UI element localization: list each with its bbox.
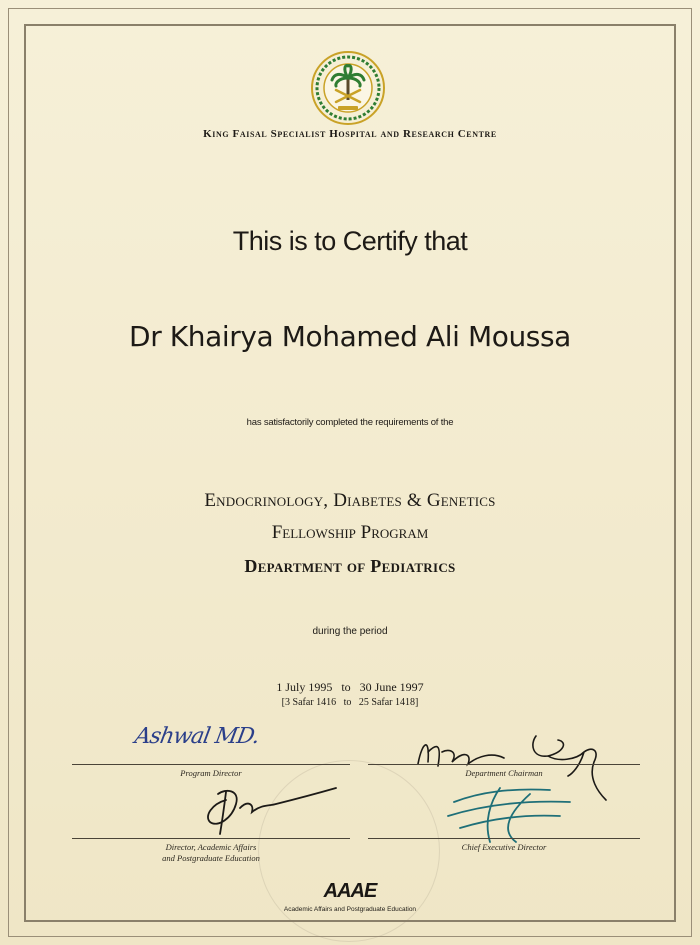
completion-statement: has satisfactorily completed the requirements of the [246,417,454,428]
department-chairman-title: Department Chairman [465,768,543,778]
hospital-emblem-icon [310,50,386,126]
program-director-title: Program Director [180,768,242,778]
academic-director-title-line2: and Postgraduate Education [162,853,260,863]
academic-director-title [72,842,350,864]
footer-department-text: Academic Affairs and Postgraduate Education [283,906,417,913]
department-chairman-line [368,764,640,765]
recipient-name: Dr Khairya Mohamed Ali Moussa [129,320,571,353]
hijri-dates: [3 Safar 1416 to 25 Safar 1418] [281,697,419,708]
gregorian-dates: 1 July 1995 to 30 June 1997 [276,680,424,694]
program-title-line2: Fellowship Program [271,522,429,543]
program-director-signature: Ashwal MD. [132,724,261,749]
program-title-line1: Endocrinology, Diabetes & Genetics [204,490,496,511]
chief-executive-line [368,838,640,839]
program-director-line [72,764,350,765]
aaae-logo: AAAE [323,880,377,902]
chief-executive-signature [440,782,580,850]
certify-heading: This is to Certify that [232,226,468,256]
department-name: Department of Pediatrics [244,556,456,576]
organization-name: King Faisal Specialist Hospital and Research Centre [203,128,497,140]
academic-director-signature [196,782,346,840]
chief-executive-title: Chief Executive Director [461,842,547,852]
academic-director-title-line1: Director, Academic Affairs [165,842,257,852]
academic-director-line [72,838,350,839]
period-label: during the period [312,626,388,637]
